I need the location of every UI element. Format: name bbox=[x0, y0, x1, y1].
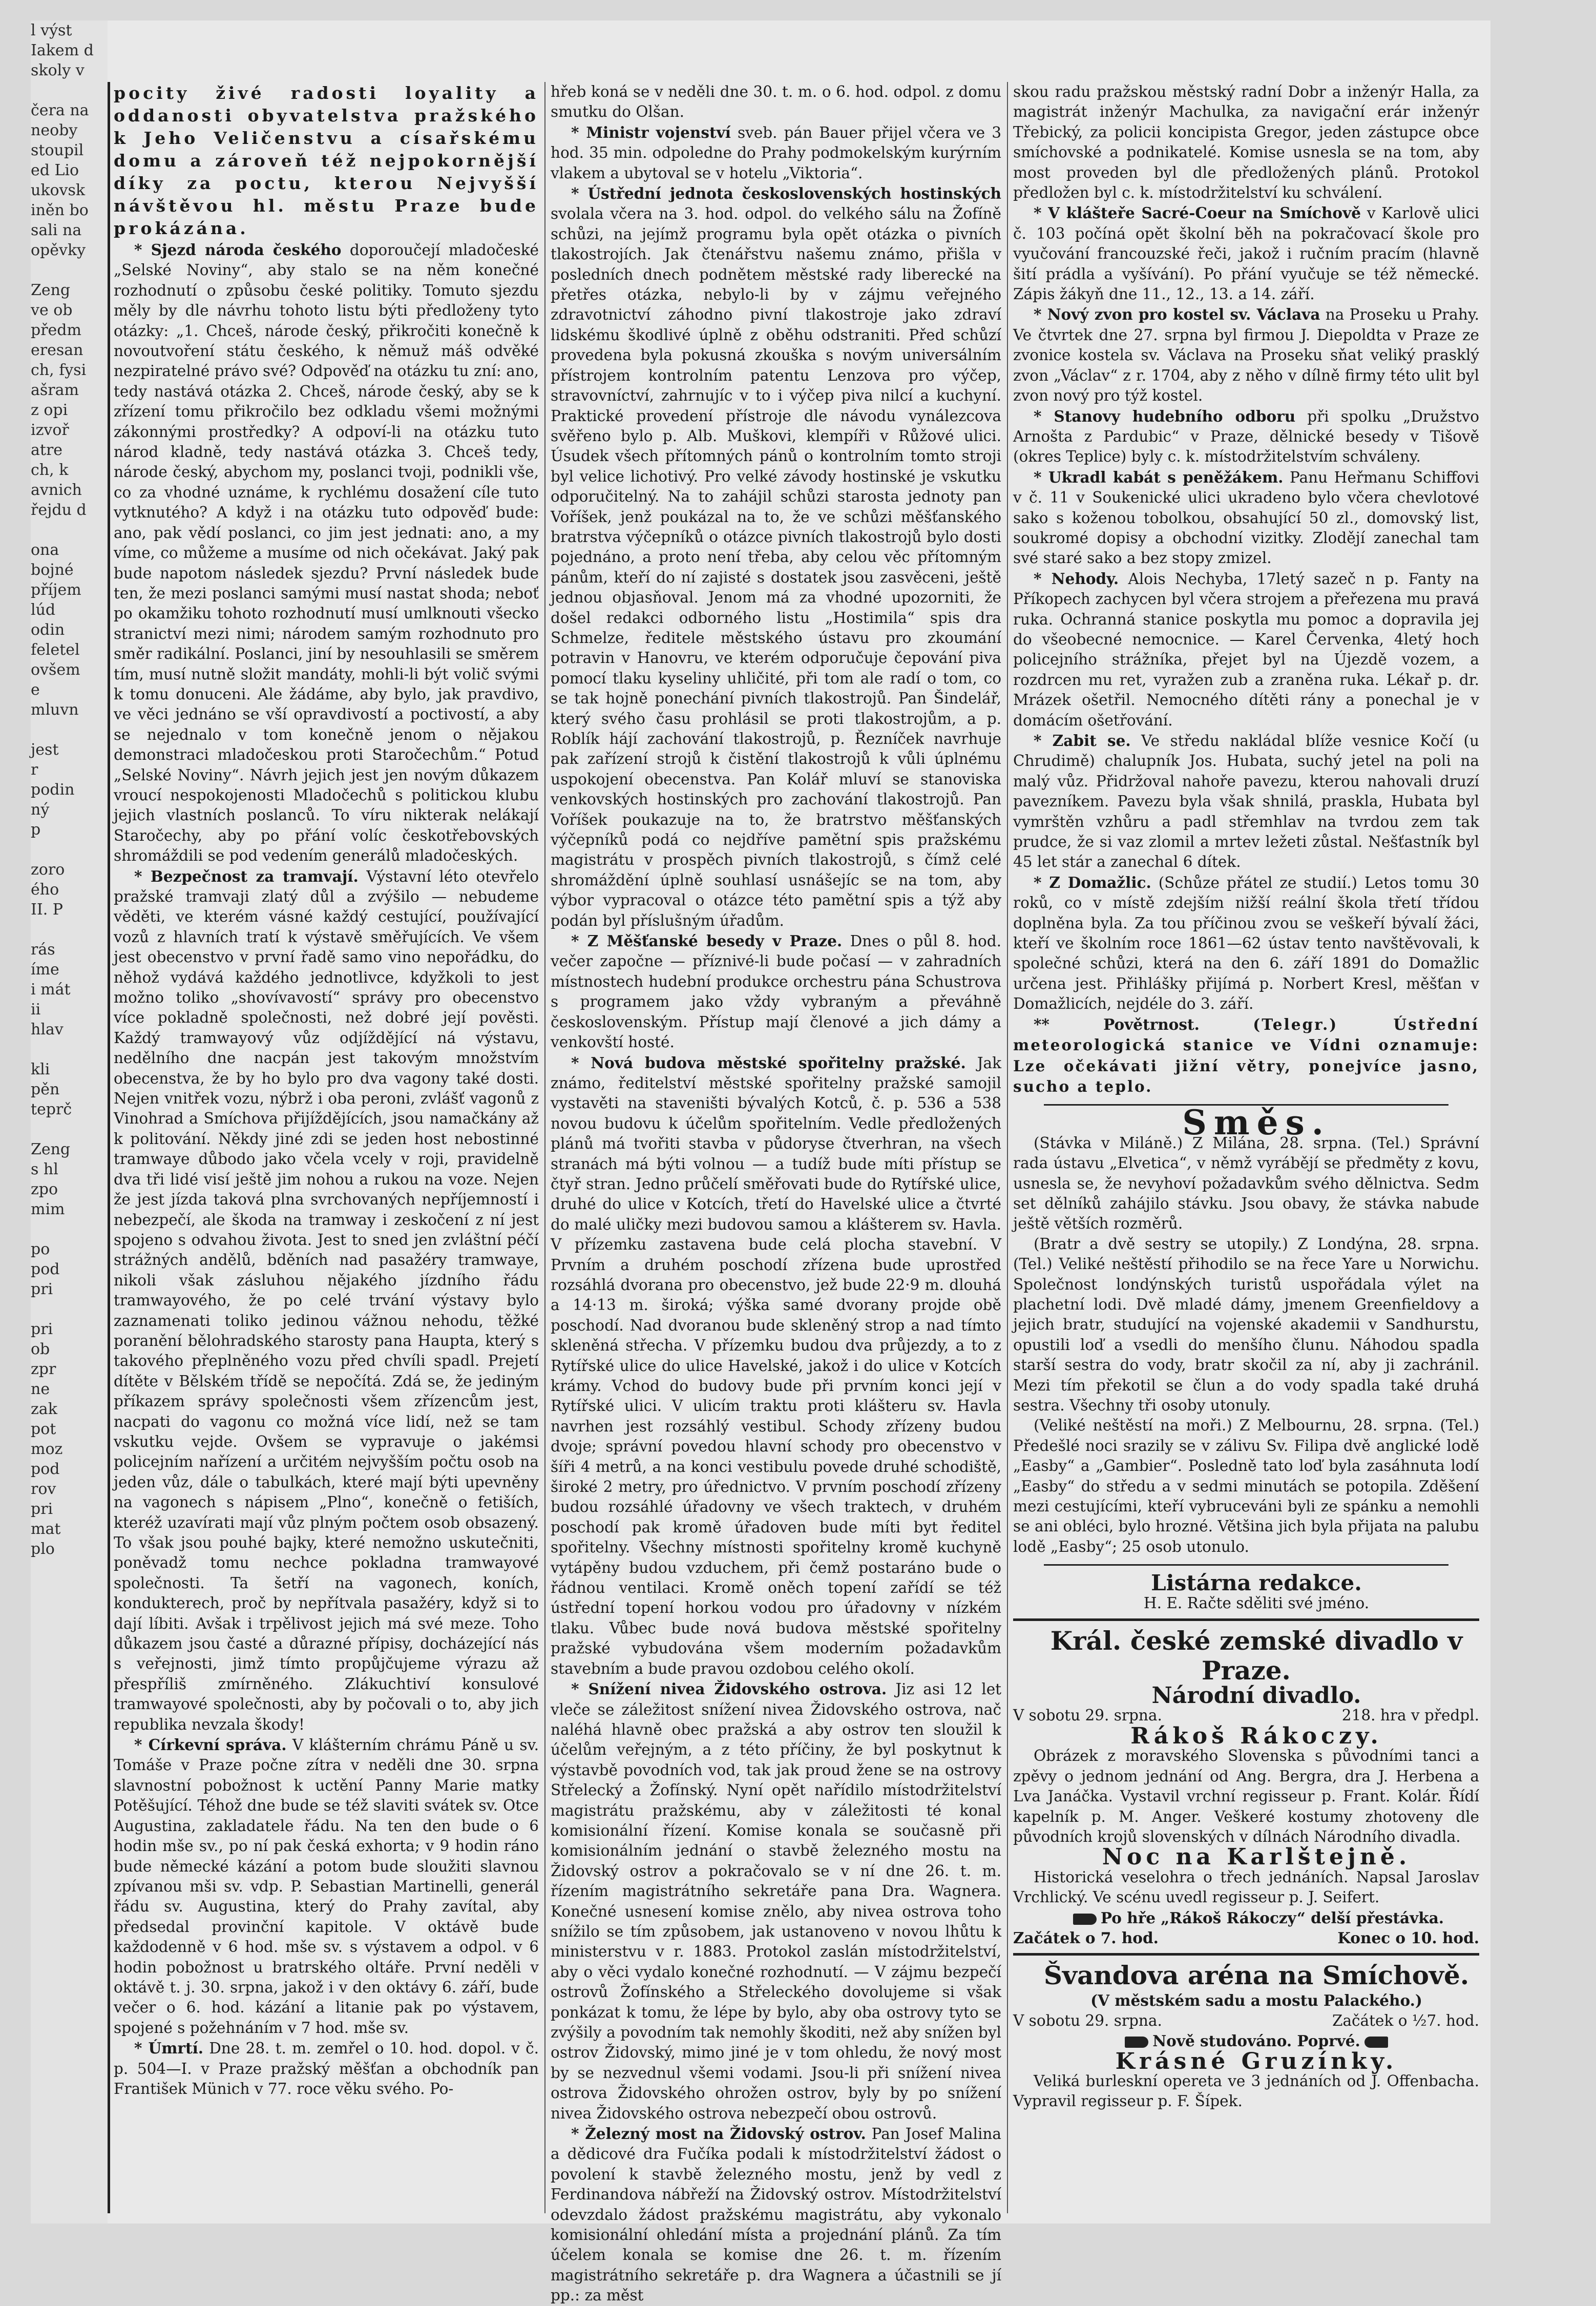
strip-line: ný bbox=[31, 801, 50, 819]
strip-line: jest bbox=[31, 741, 59, 759]
listarna-note: H. E. Račte sděliti své jméno. bbox=[1143, 1594, 1370, 1612]
divider bbox=[1013, 1953, 1479, 1956]
section-heading-smes: Směs. bbox=[1182, 1103, 1331, 1143]
theatre-title-svanda: Švandova aréna na Smíchově. bbox=[1043, 1960, 1469, 1991]
intermission-note: Po hře „Rákoš Rákoczy“ delší přestávka. bbox=[1013, 1908, 1479, 1928]
pointing-hand-icon bbox=[1125, 2037, 1148, 2048]
divider bbox=[1013, 1618, 1479, 1621]
theatre-subtitle-svanda: (V městském sadu a mostu Palackého.) bbox=[1090, 1991, 1422, 2010]
article-sacre-coeur: * V klášteře Sacré-Coeur na Smíchově v Karlově ulici č. 103 počíná opět školní běh na pokračovací škole pro vyučování francouzské řeči, jakož i ručním pracím (hlavně šití prádla a vyšívání). Po přání vyučuje se též německé. Zápis žákyň dne 11., 12., 13. a 14. září. bbox=[1013, 204, 1479, 303]
article-domazlice: * Z Domažlic. (Schůze přátel ze studií.) Letos tomu 30 roků, co v místě zdejším nižší reální škola třetí třídou doplněna byla. Za tou příčinou zvou se veškeří bývalí žáci, kteří ve školním roce 1861—62 ústav tento navštěvovali, k společné schůzi, která na den 6. září 1891 do Domažlic určena jest. Přihlášky přijímá p. Norbert Kresl, měšťan v Domažlicích, nejdéle do 3. září. bbox=[1013, 873, 1479, 1013]
play-description-gruzinky: Veliká burleskní opereta ve 3 jednáních od J. Offenbacha. Vypravil regisseur p. F. Šípek. bbox=[1013, 2072, 1479, 2110]
smes-item-london: (Bratr a dvě sestry se utopily.) Z Londýna, 28. srpna. (Tel.) Veliké neštěstí přihodilo se na řece Yare u Norwichu. Společnost londýnských turistů uspořádala výlet na plachetní lodi. Dvě mladé dámy, jmenem Greenfieldovy a jejich bratr, studující na vojenské akademii v Sandhurstu, opustili loď a vsedli do menšího člunu. Náhodou spadla starší sestra do vody, bratr skočil za ní, aby ji zachránil. Mezi tím překotil se člun a do vody spadla také druhá sestra. Všechny tři osoby utonuly. bbox=[1013, 1235, 1479, 1414]
article-selske-noviny: * Sjezd národa českého doporoučejí mladočeské „Selské Noviny“, aby stalo se na něm konečné rozhodnutí o způsobu české politiky. Tomuto sjezdu měly by dle návrhu tohoto listu býti předloženy tyto otázky: „1. Chceš, národe český, přikročiti konečně k novoutvoření státu českého, k němuž máš odvěké nezpiratelné právo své? Odpověď na otázku tu zní: ano, tedy nastává otázka 2. Chceš, národe český, aby se k zřízení tomu přikročilo bez odkladu všemi možnými zákonnými prostředky? A odpoví-li na otázku tuto národ kladně, tedy nastává otázka 3. Chceš tedy, národe český, abychom my, poslanci tvoji, podnikli vše, co za vhodné uznáme, k rychlému dosažení cíle tuto vytknutého? A když i na otázku tuto odpověď bude: ano, pak vědí poslanci, co jim jest jednati: ano, a my víme, co můžeme a musíme od nich očekávat. Jaký pak bude napotom následek sjezdu? První následek bude ten, že mezi poslanci samými musí nastat shoda; neboť po okamžiku tohoto rozhodnutí musí umlknouti všecko stranictví mezi nimi; národem samým rozhodnuto pro směr radikální. Poslanci, jiní by nesouhlasili se směrem tím, musí nutně složit mandáty, mohli-li být volič svými k tomu donuceni. Ale žádáme, aby bylo, jak pravdivo, ve věci jednáno se vší opravdivostí a poctivostí, a aby se nejednalo v tom konečně jenom o nějakou demonstraci mladočeskou proti Staročechům.“ Potud „Selské Noviny“. Návrh jejich jest jen novým důkazem vroucí nespokojenosti Mladočechů s politickou klubu jejich vlastních poslanců. To víru nikterak nelákají Staročechy, aby po přání volíc českotřebovských shromáždili se pod vedením generálů mladočeských. bbox=[114, 241, 539, 865]
strip-line: moz bbox=[31, 1440, 63, 1458]
article-accidents: * Nehody. Alois Nechyba, 17letý sazeč n p. Fanty na Příkopech zachycen byl včera strojem a přeřezena mu pravá ruka. Ochranná stanice poskytla mu pomoc a dopravila jej do všeobecné nemocnice. — Karel Červenka, 4letý hoch policejního strážníka, přejet byl na Újezdě vozem, a rozdrcen mu ret, vyražen zub a zraněna ruka. Lékař p. dr. Mrázek ošetřil. Nemocného dítěti rány a ponechal je v domácím ošetřování. bbox=[1013, 569, 1479, 729]
strip-line: rás bbox=[31, 941, 55, 959]
column-rule-left bbox=[108, 82, 110, 2213]
strip-line: opěvky bbox=[31, 241, 86, 259]
strip-line: iněn bo bbox=[31, 201, 89, 219]
strip-line: lúd bbox=[31, 601, 56, 619]
article-minister: * Ministr vojenství sveb. pán Bauer přijel včera ve 3 hod. 35 min. odpoledne do Prahy podmokelským kurýrním vlakem a ubytoval se v hotelu „Viktoria“. bbox=[551, 123, 1001, 182]
article-stolen-coat: * Ukradl kabát s peněžákem. Panu Heřmanu Schiffovi v č. 11 v Soukenické ulici ukradeno bylo včera chevlotové sako s koženou tobolkou, obsahující 50 zl., domovský list, soukromé dopisy a obchodní vizitky. Zlodějí zanechal tam své staré sako a bez stopy zmizel. bbox=[1013, 468, 1479, 567]
strip-line: ona bbox=[31, 541, 59, 559]
section-heading-listarna: Listárna redakce. bbox=[1151, 1570, 1362, 1596]
newspaper-page bbox=[31, 20, 1490, 2304]
svanda-note: Nově studováno. Poprvé. bbox=[1013, 2031, 1479, 2051]
strip-line: podin bbox=[31, 781, 75, 799]
strip-line: II. P bbox=[31, 901, 63, 919]
strip-line: izvoř bbox=[31, 421, 69, 439]
strip-line: Zeng bbox=[31, 281, 71, 299]
divider bbox=[1044, 1564, 1448, 1566]
strip-line: ch, k bbox=[31, 461, 69, 479]
strip-line: Iakem d bbox=[31, 41, 94, 59]
column-3 bbox=[1013, 82, 1479, 2208]
article-funeral-cont: hřeb koná se v neděli dne 30. t. m. o 6. hod. odpol. z domu smutku do Olšan. bbox=[551, 83, 1001, 121]
strip-line bbox=[31, 260, 108, 280]
strip-line: ch, fysi bbox=[31, 361, 87, 379]
strip-line bbox=[31, 1119, 108, 1139]
strip-line: stoupil bbox=[31, 141, 84, 159]
strip-line: plo bbox=[31, 1540, 55, 1558]
svanda-date: V sobotu 29. srpna. bbox=[1013, 2011, 1162, 2029]
strip-line: zpr bbox=[31, 1360, 56, 1378]
strip-line: bojné bbox=[31, 561, 74, 579]
end-time: Konec o 10. hod. bbox=[1337, 1928, 1479, 1947]
strip-line: neoby bbox=[31, 121, 78, 139]
strip-line bbox=[31, 1299, 108, 1319]
article-church: * Církevní správa. V klášterním chrámu Páně u sv. Tomáše v Praze počne zítra v neděli dne 30. srpna slavnostní pobožnost k uctění Panny Marie matky Potěšující. Téhož dne bude se též slaviti svátek sv. Otce Augustina, zakladatele řádu. Na ten den bude o 6 hodin mše sv., po ní pak česká exhorta; v 9 hodin ráno bude německé kázání a potom bude sloužiti slavnou zpívanou mši sv. vdp. P. Sebastian Martinelli, generál řádu sv. Augustina, který do Prahy zavítal, aby předsedal provinční kapitole. V oktávě bude každodenně v 6 hod. mše sv. s výstavem a odpol. v 6 hodin pobožnost u bratrského oltáře. První neděli v oktávě t. j. 30. srpna, jakož i v den oktávy 6. září, bude večer o 6. hod. kázání a litanie pak po výstavem, spojené s požehnáním v 7 hod. mše sv. bbox=[114, 1736, 539, 2037]
strip-line bbox=[31, 840, 108, 860]
svanda-date-row bbox=[1013, 2011, 1479, 2031]
strip-line: ed Lio bbox=[31, 161, 79, 179]
strip-line: pri bbox=[31, 1500, 53, 1518]
theatre-title-national: Král. české zemské divadlo v Praze. bbox=[1050, 1626, 1463, 1686]
column-rule-right bbox=[1007, 82, 1008, 2213]
strip-line: zak bbox=[31, 1400, 57, 1418]
strip-line: r bbox=[31, 761, 38, 779]
strip-line: řejdu d bbox=[31, 501, 87, 519]
smes-item-melbourne: (Veliké neštěstí na moři.) Z Melbournu, 28. srpna. (Tel.) Předešlé noci srazily se v zálivu Sv. Filipa dvě anglické lodě „Easby“ a „Gambier“. Posledně tato loď byla zasáhnuta lodí „Easby“ do středu a v sedmi minutách se potopila. Zděšení mezi cestujícími, kteří vybruceváni byli ze spánku a nemohli se ani obléci, bylo hrozné. Většina jich byla přijata na palubu lodě „Easby“; 25 osob utonulo. bbox=[1013, 1417, 1479, 1555]
subscription-number: 218. hra v předpl. bbox=[1341, 1707, 1479, 1725]
strip-line bbox=[31, 520, 108, 540]
article-savings-bank: * Nová budova městské spořitelny pražské. Jak známo, ředitelství městské spořitelny pražské samojil vystavěti na staveništi bývalých Kotců, č. p. 536 a 538 novou budovu k účelům spořitelním. Vedle předložených plánů má tvořiti stavba v půdoryse čtverhran, na všech stranách má býti volnou — a tudíž bude míti přístup se čtyř stran. Jedno průčelí směřovati bude do Rytířské ulice, druhé do ulice v Kotcích, třetí do Havelské ulice a čtvrté do malé uličky mezi budovou samou a klášterem sv. Havla. V přízemku zastavena bude celá plocha stavební. V Prvním a druhém poschodí zřízena bude uprostřed rozsáhlá dvorana pro obecenstvo, jež bude 22·9 m. dlouhá a 14·13 m. široká; výška samé dvorany projde obě poschodí. Nad dvoranou bude skleněný strop a nad tímto skleněná střecha. V přízemku budou dva průjezdy, a to z Rytířské ulice do ulice Havelské, jakož i do ulice v Kotcích krámy. Vchod do budovy bude při prvním konci její v Rytířské ulici. V ulicím traktu proti klášteru sv. Havla navrhen jest rozsáhlý vestibul. Schody zřízeny budou dvoje; správní povedou hlavní schody pro obecenstvo v šíři 4 metrů, a na konci vestibulu povede druhé schodiště, široké 2 metry, pro úřednictvo. V prvním poschodí zřízeny budou rozsáhlé úřadovny ve všech traktech, v druhém poschodí pak kromě úřadoven bude míti byt ředitel spořitelny. Všechny místnosti spořitelny kromě kuchyně vytápěny budou vzduchem, při čemž postaráno bude o řádnou ventilaci. Kromě oněch topení zařídí se též ústřední topení horkou vodou pro úřadovny v nízkém tlaku. Vůbec bude nová budova městské spořitelny pražské vybudována všem moderním požadavkům stavebním a bude pravou ozdobou celého okolí. bbox=[551, 1053, 1001, 1677]
pointing-hand-icon bbox=[1364, 2037, 1388, 2048]
strip-line: ob bbox=[31, 1340, 50, 1358]
strip-line: avnich bbox=[31, 481, 82, 499]
strip-line: předm bbox=[31, 321, 81, 339]
strip-line: teprč bbox=[31, 1100, 72, 1118]
loyalty-address-text: pocity živé radosti loyality a oddanosti obyvatelstva pražského k Jeho Veličenstvu a císařskému domu a zároveň též nejpokornější díky za poctu, kterou Nejvyšší návštěvou hl. městu Praze bude prokázána. bbox=[114, 83, 539, 238]
strip-line: pěn bbox=[31, 1081, 60, 1098]
strip-line: pri bbox=[31, 1320, 53, 1338]
play-title-karlstejn: Noc na Karlštejně. bbox=[1102, 1844, 1411, 1871]
strip-line: ovšem bbox=[31, 661, 80, 679]
article-weather: ** Povětrnost. (Telegr.) Ústřední meteorologická stanice ve Vídni oznamuje: Lze očekávati jižní větry, ponejvíce jasno, sucho a teplo. bbox=[1013, 1015, 1479, 1095]
strip-line: ne bbox=[31, 1380, 50, 1398]
strip-line: po bbox=[31, 1240, 50, 1258]
strip-line: čera na bbox=[31, 101, 89, 119]
strip-line: pri bbox=[31, 1280, 53, 1298]
article-island-level: * Snížení nivea Židovského ostrova. Jiz asi 12 let vleče se záležitost snížení nivea Židovského ostrova, nač naléhá hlavně obec pražská a aby ostrov ten sloužil k účelům veřejným, a z této příčiny, že byl poskytnut k výstavbě povodních vod, tak jak proud žene se na ostrovy Střelecký a Žofínský. Nyní opět nařídilo místodržitelství magistrátu pražskému, aby v záležitosti té konal komisionální řízení. Komise konala se současně při komisionálním jednání o stavbě železného mostu na Židovský ostrov a pokračovalo se v ní dne 26. t. m. řízením magistrátního sekretáře pana Dra. Wagnera. Konečné usnesení komise znělo, aby nivea ostrova toho snížilo se tím způsobem, jak ustanoveno v novou lhůtu k ministerstvu v r. 1883. Protokol zaslán místodržitelství, aby o věci vydalo konečné rozhodnutí. — V zájmu bezpečí ostrovů Žofínského a Střeleckého dovolujeme si však ponkázat k tomu, že lépe by bylo, aby oba ostrovy tyto se zvýšily a povodním tak nemohly škoditi, než aby snížen byl ostrov Židovský, mimo jiné je v tom ohledu, že nový most by se nezvednul všemi vodami. Jsou-li při snížení nivea ostrova Židovského ohrožen ostrov, byly by po snížení nivea Židovského ostrova nebezpečí obou ostrovů. bbox=[551, 1680, 1002, 2122]
strip-line bbox=[31, 80, 108, 100]
play-title-gruzinky: Krásné Gruzínky. bbox=[1115, 2048, 1398, 2074]
article-tramway-safety: * Bezpečnost za tramvají. Výstavní léto otevřelo pražské tramvaji zlatý důl a zvýšilo — nebudeme věděti, ve kterém vásné každý cestující, používající vozů z hlavních tratí k výstavě směřujících. Ve všem jest obecenstvo v první řadě samo vino nepořádku, do něhož vydává každého jednotlivce, kdyžkoli to jest možno toliko „shovívavostí“ správy pro obecenstvo více pokladně společnosti, než dobré její pověsti. Každý tramwayový vůz odjíždějící ná výstavu, nedělního dne nacpán jest takovým množstvím obecenstva, že by ho bylo pro dva vagony také dosti. Nejen vnitřek vozu, nýbrž i oba peroni, zvlášť vagonů z Vinohrad a Smíchova přijíždějících, jsou namačkány až k politování. Někdy jiné zdi se jeden host nebostinné tramwaye důbodo jako včela vcely v roji, pravidelně dva tři lidé visí ještě jim nohou a rukou na voze. Nejen že jest jízda taková plna svrchovaných nepříjemností i nebezpečí, ale škoda na tramway i zeskočení z ní jest spojeno s odvahou života. Jest to sned jen zvláštní péčí strážných andělů, bděních nad pasažéry tramwaye, nikoli však zásluhou nějakého jízdního řádu tramwayového, že po celé trvání výstavy bylo zaznamenati toliko jedinou vážnou nehodu, těžké poranění bělohradského starosty pana Haupta, který s takového přeplněného vozu před chvíli spadl. Prejetí dítěte v Bělském třídě se nepočítá. Zdá se, že jediným příkazem správy společnosti všem zřízencům jest, nacpati do vagonu co možná více lidí, než se tam vskutku vejde. Ovšem se vypravuje o jakémsi policejním nařízení a určitém nejvyšším počtu osob na jeden vůz, dále o tabulkách, které mají býti upevněny na vagonech s nápisem „Plno“, konečně o fetiších, kteréž uzavírati mají vůz plným počtem osob obsazený. To však jsou pouhé bajky, které nemožno uskutečniti, poněvadž tomu nechce pokladna tramwayové společnosti. Ta šetří na vagonech, koních, kondukterech, proč by nepřítvala pasažéry, když si to dají líbiti. Avšak i trpělivost jejich má své meze. Toho důkazem jsou časté a důrazné přípisy, docházející nás s veřejnosti, jimž tímto propůjčujeme výrazu až přespříliš zmírněného. Zlákuchtiví konsulové tramwayové společnosti, aby by počovali o to, aby jich republika nevzala škody! bbox=[114, 867, 539, 1733]
article-iron-bridge: * Železný most na Židovský ostrov. Pan Josef Malina a dědicové dra Fučíka podali k místodržitelství žádost o povolení k stavbě železného mostu, jenž by vedl z Ferdinandova nábřeží na Židovský ostrov. Místodržitelství odevzdalo žádost pražskému magistrátu, aby vykonalo komisionální ohledání místa a projednání plánů. Za tím účelem konala se komise dne 26. t. m. řízením magistrátního sekretáře p. dra Wagnera a účastnili se jí pp.: za měst bbox=[551, 2125, 1001, 2304]
previous-column-cut-strip bbox=[31, 20, 108, 2224]
column-2 bbox=[551, 82, 1002, 2304]
strip-line: feletel bbox=[31, 641, 80, 659]
strip-line: s hl bbox=[31, 1160, 58, 1178]
strip-line bbox=[31, 720, 108, 740]
strip-line: mat bbox=[31, 1520, 61, 1538]
column-rule-middle bbox=[544, 82, 545, 2213]
strip-line: příjem bbox=[31, 581, 81, 599]
strip-line: z opi bbox=[31, 401, 68, 419]
article-killed: * Zabit se. Ve středu nakládal blíže vesnice Kočí (u Chrudimě) chalupník Jos. Hubata, suchý jetel na poli na malý vůz. Přidržoval nahoře pavezu, kterou nahovali druzí pavezníkem. Pavezu byla však shnilá, praskla, Hubata byl vymrštěn vzhůru a padl střemhlav na tvrdou zem tak prudce, že si vaz zlomil a mrtev ležeti zůstal. Nešťastník byl 45 let stár a zanechal 6 dítek. bbox=[1013, 732, 1479, 871]
article-innkeepers: * Ústřední jednota československých hostinských svolala včera na 3. hod. odpol. do velkého sálu na Žofíně schůzi, na jejímž programu byla opět otázka o pivních tlakostrojích. Jak čtenářstvu našemu známo, přišla v posledních dnech podnětem městské rady liberecké na přetřes otázka, nebylo-li by v zájmu veřejného zdravotnictví záhodno pivní tlakostroje jako zdraví lidskému škodlivé úplně z oběhu odstraniti. Před schůzí provedena byla pokusná zkouška s novým universálním přístrojem kontrolním patentu Lenzova pro výčep, stravovníctví, zahrnujíc v to i výčep piva nilcí a kuchyní. Praktické provedení přístroje dle návodu vynálezcova svěřeno bylo p. Alb. Muškovi, klempíři v Růžové ulici. Úsudek všech přítomných pánů o kontrolním tomto stroji byl velice lichotivý. Pro velké závody hostinské je vskutku odporučitelný. Na to zahájil schůzi starosta jednoty pan Voříšek, jenž poukázal na to, že ve schůzi měšťanského bratrstva výčepníků o otázce pivních tlakostrojů bylo dosti pojednáno, a proto není třeba, aby celou věc přítomným pánům, kteří do ní zajisté s dostatek jsou zasvěceni, ještě jednou objasňoval. Jenom má za vhodné upozorniti, že došel redakci odborného listu „Hostimila“ spis dra Schmelze, ředitele městského ústavu pro zkoumání potravin v Hanovru, ve kterém odporučuje čepování piva pomocí tlaku kyseliny uhličité, při tom ale radí o tom, co se tak hojně ponechání pivních tlakostrojů. Pan Šindelář, který svého času prohlásil se proti tlakostrojům, a p. Roblík hájí zachování tlakostrojů, p. Řezníček navrhuje pak zařízení strojů k čistění tlakostrojů k vůli úplnému uspokojení obecenstva. Pan Kolář mluví se stanoviska venkovských hostinských pro zachování tlakostrojů. Pan Voříšek poukazuje na to, že bratrstvo měšťanských výčepníků podá co nejdříve pamětní spis pražskému magistrátu v prospěch pivních tlakostrojů, s čímž celé shromáždění úplně souhlasí usnášejíc se na tom, aby výbor vypracoval o otázce této pamětní spis a týž aby podán byl příslušným úřadům. bbox=[551, 184, 1001, 929]
strip-line: sali na bbox=[31, 221, 82, 239]
strip-line: l výst bbox=[31, 22, 72, 39]
article-bridge-cont: skou radu pražskou městský radní Dobr a inženýr Halla, za magistrát inženýr Machulka, za navigační erár inženýr Třebický, za policii koncipista Gregor, jeden zástupce obce smíchovské a podnikatelé. Komise usnesla se na tom, aby most proveden byl dle předložených plánů. Protokol předložen byl c. k. místodržitelství ku schválení. bbox=[1013, 83, 1479, 202]
theatre-subtitle-national: Národní divadlo. bbox=[1151, 1682, 1361, 1709]
strip-line: odin bbox=[31, 621, 65, 639]
strip-line: zoro bbox=[31, 861, 65, 879]
strip-line bbox=[31, 1219, 108, 1239]
strip-line: e bbox=[31, 681, 40, 699]
strip-line: skoly v bbox=[31, 61, 85, 79]
play-title-rakos: Rákoš Rákoczy. bbox=[1130, 1722, 1382, 1749]
play-description-karlstejn: Historická veselohra o třech jednáních. Napsal Jaroslav Vrchlický. Ve scénu uvedl regisseur p. J. Seifert. bbox=[1013, 1868, 1479, 1906]
strip-line: ii bbox=[31, 1001, 41, 1019]
strip-line: hlav bbox=[31, 1021, 64, 1038]
article-death: * Úmrtí. Dne 28. t. m. zemřel o 10. hod. dopol. v č. p. 504—I. v Praze pražský měšťan a obchodník pan František Münich v 77. roce věku svého. Po- bbox=[114, 2039, 539, 2097]
play-description-rakos: Obrázek z moravského Slovenska s původními tanci a zpěvy o jednom jednání od Ang. Bergra, dra J. Herbena a Lva Janáčka. Vystavil vrchní regisseur p. Frant. Kolár. Řídí kapelník p. M. Anger. Veškeré kostumy zhotoveny dle původních krojů slovenských v dílnách Národního divadla. bbox=[1013, 1747, 1479, 1845]
strip-line: ukovsk bbox=[31, 181, 86, 199]
strip-line: ve ob bbox=[31, 301, 73, 319]
strip-line: mim bbox=[31, 1200, 65, 1218]
strip-line: pod bbox=[31, 1260, 60, 1278]
theatre-times-row bbox=[1013, 1928, 1479, 1948]
article-music-statutes: * Stanovy hudebního odboru při spolku „Družstvo Arnošta z Pardubic“ v Praze, dělnické besedy v Tišově (okres Teplice) byly c. k. místodržitelstvím schváleny. bbox=[1013, 407, 1479, 466]
strip-line bbox=[31, 1040, 108, 1059]
strip-line: pod bbox=[31, 1460, 60, 1478]
strip-line: eresan bbox=[31, 341, 83, 359]
article-beseda: * Z Měšťanské besedy v Praze. Dnes o půl 8. hod. večer započne — příznivé-li bude počasí — v zahradních místnostech hudební produkce orchestru pána Schustrova s programem jako vždy vybraným a převáhně československým. Přístup mají členové a jich dámy a venkovští hosté. bbox=[551, 932, 1001, 1051]
strip-line: atre bbox=[31, 441, 63, 459]
pointing-hand-icon bbox=[1073, 1914, 1097, 1925]
smes-item-milan: (Stávka v Miláně.) Z Milána, 28. srpna. (Tel.) Správní rada ústavu „Elvetica“, v němž vyrábějí se předměty z kovu, usnesla se, že nevyhoví požadavkům svého dělnictva. Sedm set dělníků zahájilo stávku. Jsou obavy, že stávka nabude ještě větších rozměrů. bbox=[1013, 1134, 1479, 1233]
strip-line bbox=[31, 920, 108, 940]
article-new-bell: * Nový zvon pro kostel sv. Václava na Proseku u Prahy. Ve čtvrtek dne 27. srpna byl firmou J. Diepoldta v Praze ze zvonice kostela sv. Václava na Proseku sňat veliký prasklý zvon „Václav“ z r. 1704, aby z něho v dílně firmy této ulit byl zvon nový pro týž kostel. bbox=[1013, 305, 1479, 405]
strip-line: ašram bbox=[31, 381, 79, 399]
strip-line: p bbox=[31, 821, 41, 839]
strip-line: rov bbox=[31, 1480, 56, 1498]
strip-line: mluvn bbox=[31, 701, 79, 719]
performance-date: V sobotu 29. srpna. bbox=[1013, 1707, 1162, 1725]
strip-line: íme bbox=[31, 961, 59, 979]
strip-line: i mát bbox=[31, 981, 71, 999]
strip-line: kli bbox=[31, 1061, 50, 1078]
strip-line: pot bbox=[31, 1420, 56, 1438]
strip-line: ého bbox=[31, 881, 59, 899]
svanda-start: Začátek o ½7. hod. bbox=[1332, 2011, 1479, 2029]
strip-line: Zeng bbox=[31, 1140, 71, 1158]
start-time: Začátek o 7. hod. bbox=[1013, 1928, 1159, 1947]
strip-line: zpo bbox=[31, 1180, 58, 1198]
column-1 bbox=[114, 82, 539, 2208]
